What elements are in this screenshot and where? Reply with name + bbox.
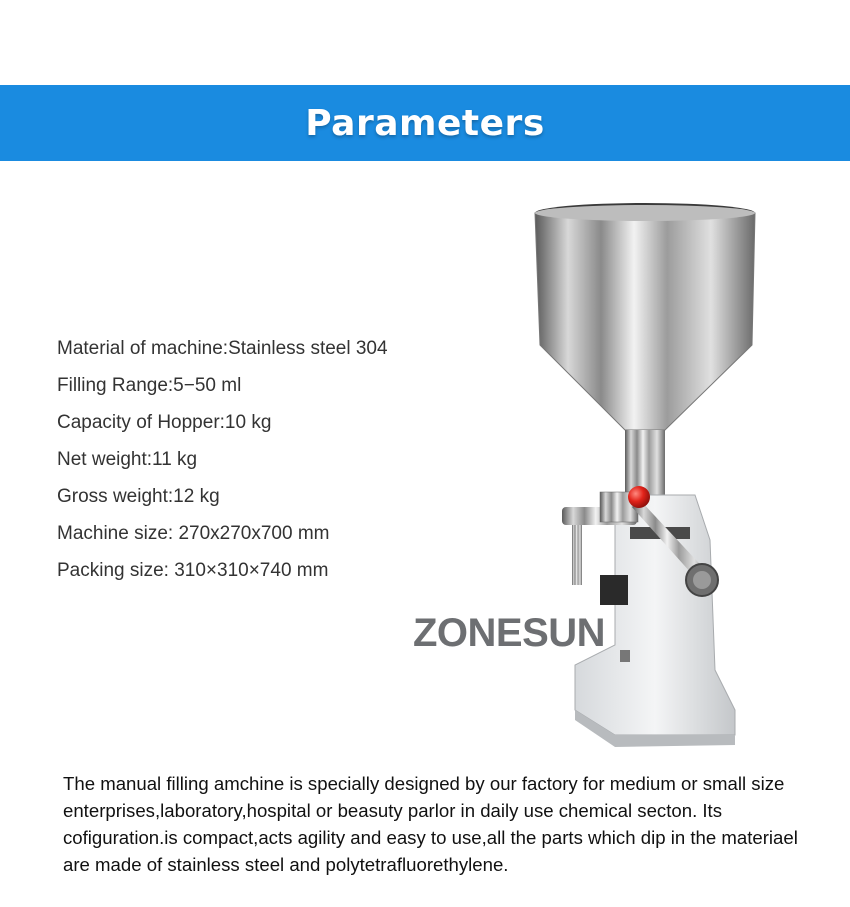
param-packing-size: Packing size: 310×310×740 mm xyxy=(57,560,329,581)
red-knob-icon xyxy=(628,486,650,508)
parameters-banner xyxy=(0,85,850,161)
parameter-list xyxy=(57,330,388,589)
banner-title: Parameters xyxy=(305,102,545,144)
param-hopper-capacity: Capacity of Hopper:10 kg xyxy=(57,412,272,433)
param-filling-range: Filling Range:5−50 ml xyxy=(57,375,242,396)
filling-machine-image xyxy=(520,195,770,755)
param-gross-weight: Gross weight:12 kg xyxy=(57,486,220,507)
param-material: Material of machine:Stainless steel 304 xyxy=(57,338,388,359)
zonesun-watermark: ZONESUN xyxy=(413,611,606,655)
product-description: The manual filling amchine is specially designed by our factory for medium or small size enterprises,laboratory,hospital or beasuty parlor in daily use chemical secton. Its cofiguration.is compact,acts agility and easy to use,all the parts which dip in the materiael are made of stainless steel and polytetrafluorethylene. xyxy=(63,773,798,875)
param-net-weight: Net weight:11 kg xyxy=(57,449,198,470)
param-machine-size: Machine size: 270x270x700 mm xyxy=(57,523,330,544)
hopper xyxy=(535,203,755,495)
